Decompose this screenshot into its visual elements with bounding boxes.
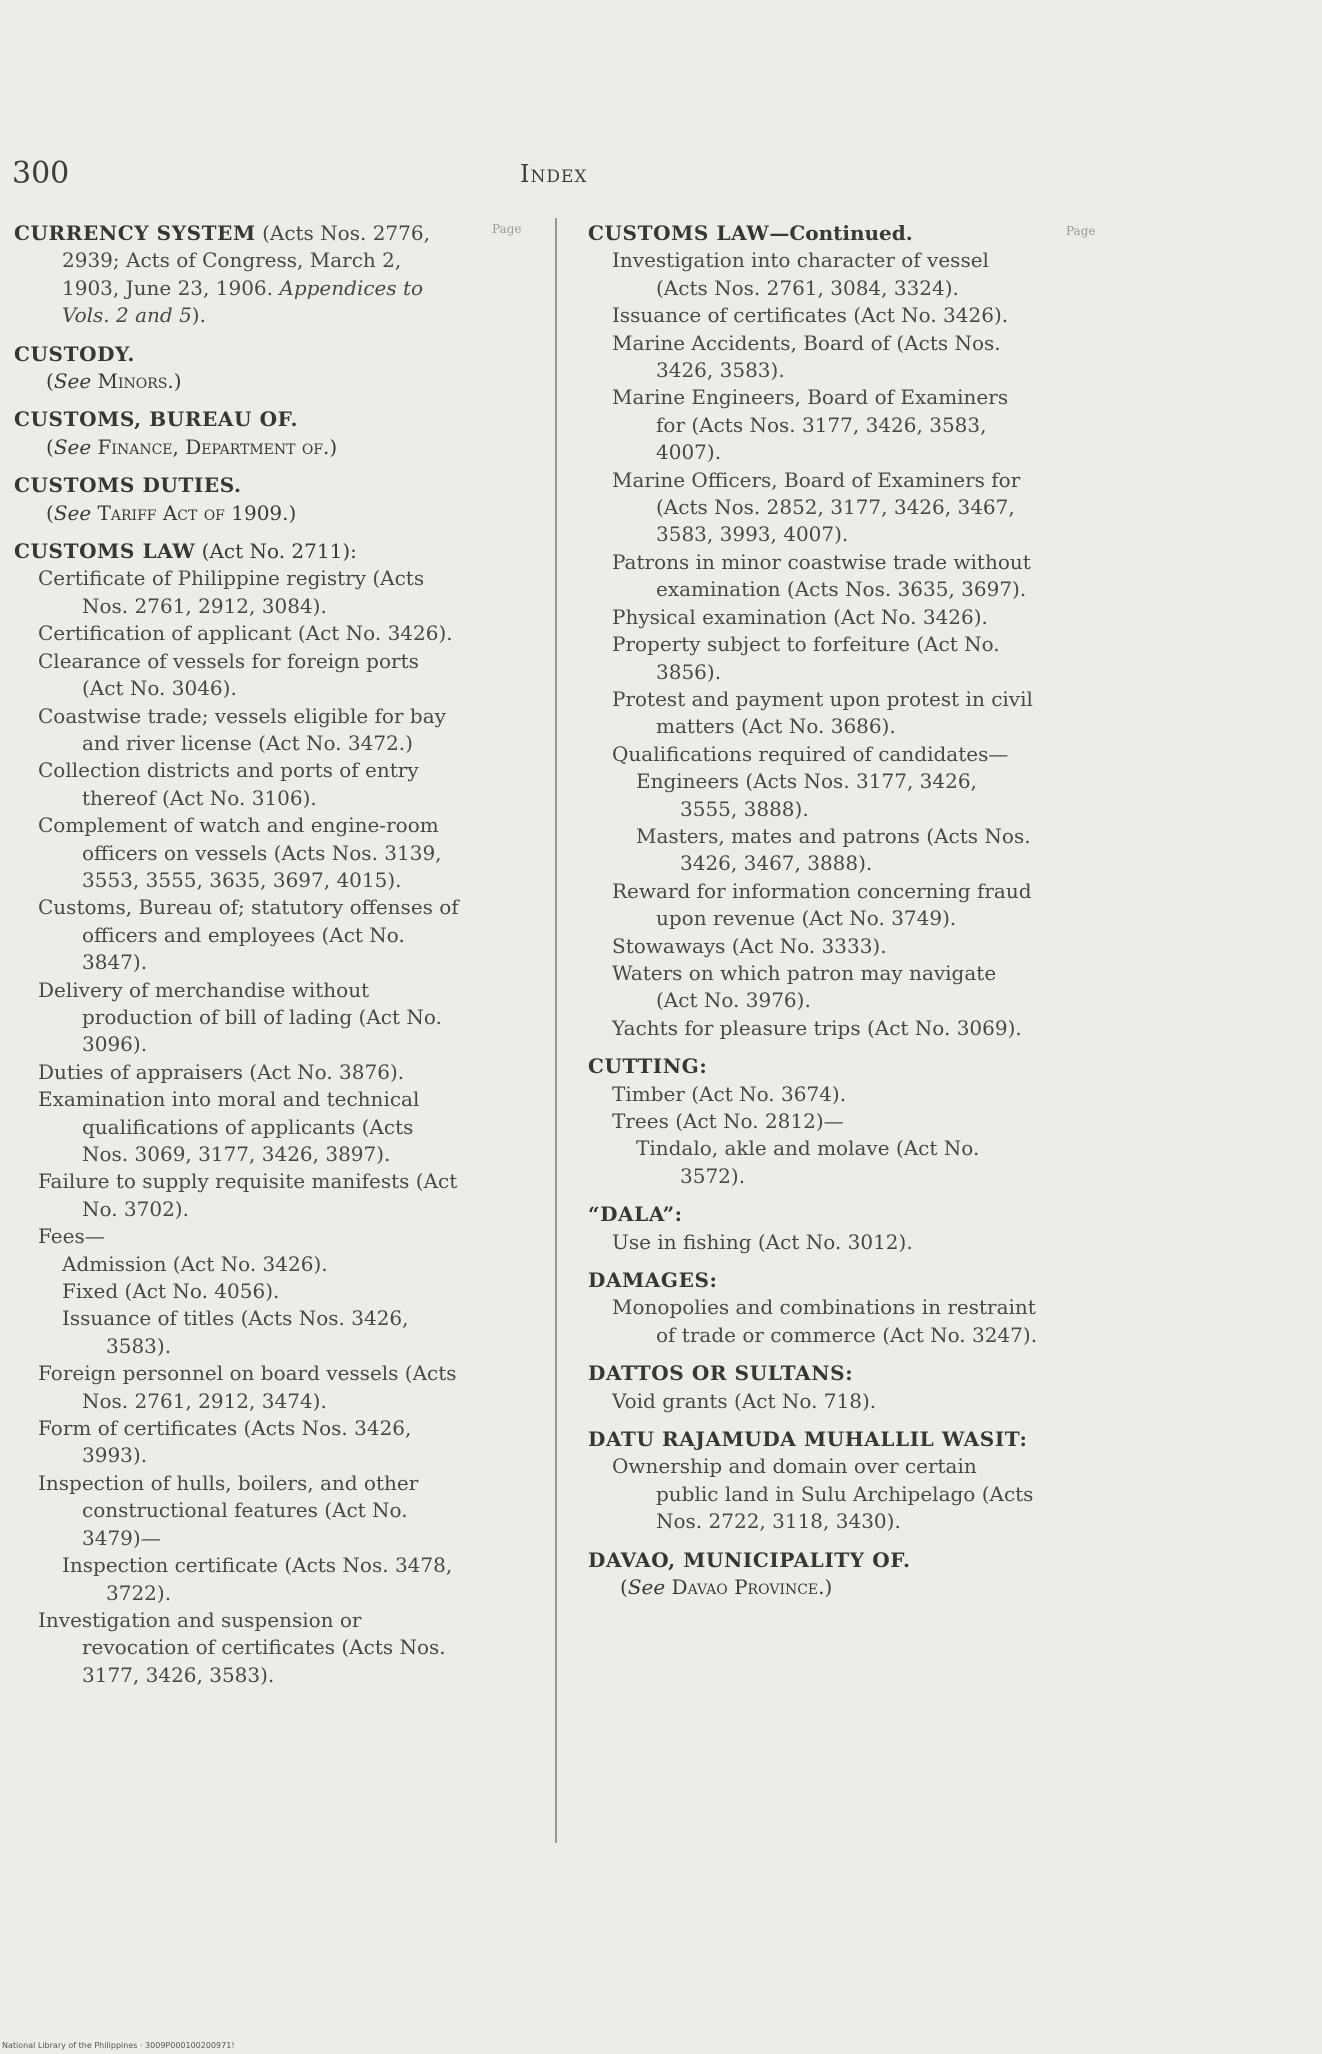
entry-customs-bureau [14,406,464,461]
list-item: Delivery of merchandise without production of bill of lading (Act No. 3096). [38,977,442,1057]
list-item: Certificate of Philippine registry (Acts Nos. 2761, 2912, 3084). [38,566,425,618]
entry-heading: CUSTOMS DUTIES. [14,473,242,498]
see-reference: (See Minors.) [46,369,182,394]
entry-heading: “DALA”: [588,1202,683,1227]
list-item: Admission (Act No. 3426). [62,1251,328,1276]
page-label-left: Page [492,222,522,236]
list-item: Ownership and domain over certain public land in Sulu Archipelago (Acts Nos. 2722, 3118, 3430). [612,1454,1034,1534]
list-item: Monopolies and combinations in restraint of trade or commerce (Act No. 3247). [612,1295,1038,1347]
list-item: Void grants (Act No. 718). [612,1388,877,1413]
entry-heading: CUTTING: [588,1054,708,1079]
entry-currency-system: CURRENCY SYSTEM (Acts Nos. 2776, 2939; Acts of Congress, March 2, 1903, June 23, 1906. Appendices to Vols. 2 and 5). [14,221,430,328]
entry-heading: DAMAGES: [588,1268,718,1293]
list-item: Certification of applicant (Act No. 3426). [38,621,453,646]
list-item: Marine Engineers, Board of Examiners for (Acts Nos. 3177, 3426, 3583, 4007). [612,385,1009,465]
list-item: Use in fishing (Act No. 3012). [612,1229,913,1254]
list-item: Reward for information concerning fraud upon revenue (Act No. 3749). [612,878,1032,931]
list-item: Inspection certificate (Acts Nos. 3478, 3722). [62,1553,453,1605]
list-item: Customs, Bureau of; statutory offenses of officers and employees (Act No. 3847). [38,895,459,975]
right-column [588,220,1038,1613]
see-reference: (See Davao Province.) [620,1575,833,1600]
list-item: Masters, mates and patrons (Acts Nos. 3426, 3467, 3888). [636,823,1031,876]
entry-davao [588,1547,1038,1602]
see-reference: (See Finance, Department of.) [46,434,338,459]
list-item: Timber (Act No. 3674). [612,1081,847,1106]
list-item: Stowaways (Act No. 3333). [612,933,887,958]
entry-datu-rajamuda [588,1426,1038,1536]
list-item: Complement of watch and engine-room officers on vessels (Acts Nos. 3139, 3553, 3555, 3635, 3697, 4015). [38,813,442,892]
entry-heading: DATU RAJAMUDA MUHALLIL WASIT: [588,1427,1028,1452]
list-item: Fixed (Act No. 4056). [62,1279,280,1304]
list-item: Investigation into character of vessel (Acts Nos. 2761, 3084, 3324). [612,248,989,300]
list-item: Form of certificates (Acts Nos. 3426, 3993). [38,1416,412,1468]
scan-footer: National Library of the Philippines · 3009P000100200971! [2,2041,235,2050]
entry-heading: CUSTODY. [14,341,135,366]
list-item: Failure to supply requisite manifests (Act No. 3702). [38,1169,458,1221]
entry-cutting [588,1053,1038,1190]
running-head: Index [520,160,588,188]
list-item: Marine Officers, Board of Examiners for (Acts Nos. 2852, 3177, 3426, 3467, 3583, 3993, 4007). [612,467,1021,547]
entry-heading: DAVAO, MUNICIPALITY OF. [588,1547,911,1572]
list-item: Duties of appraisers (Act No. 3876). [38,1059,405,1084]
list-item: Trees (Act No. 2812)— [612,1109,844,1133]
list-item: Property subject to forfeiture (Act No. 3856). [612,632,1000,684]
list-item: Waters on which patron may navigate (Act No. 3976). [612,960,997,1013]
list-item: Examination into moral and technical qualifications of applicants (Acts Nos. 3069, 3177, 3426, 3897). [38,1087,420,1166]
list-item: Foreign personnel on board vessels (Acts Nos. 2761, 2912, 3474). [38,1361,457,1413]
list-item: Investigation and suspension or revocation of certificates (Acts Nos. 3177, 3426, 3583). [38,1607,446,1687]
list-item: Issuance of titles (Acts Nos. 3426, 3583). [62,1306,409,1358]
column-divider [555,218,557,1843]
entry-heading: CUSTOMS LAW [14,539,196,564]
see-reference: (See Tariff Act of 1909.) [46,500,297,525]
entry-heading: DATTOS OR SULTANS: [588,1361,854,1386]
list-item: Physical examination (Act No. 3426). [612,604,988,629]
entry-dattos [588,1360,1038,1415]
list-item: Engineers (Acts Nos. 3177, 3426, 3555, 3888). [636,769,977,821]
list-item: Issuance of certificates (Act No. 3426). [612,303,1009,328]
entry-heading: CURRENCY SYSTEM [14,221,256,245]
list-item: Collection districts and ports of entry thereof (Act No. 3106). [38,758,419,810]
list-item: Inspection of hulls, boilers, and other constructional features (Act No. 3479)— [38,1470,419,1550]
list-item: Fees— [38,1224,105,1249]
entry-custody [14,341,464,396]
list-item: Coastwise trade; vessels eligible for bay and river license (Act No. 3472.) [38,703,446,755]
entry-customs-law: CUSTOMS LAW (Act No. 2711): Certificate of Philippine registry (Acts Nos. 2761, 2912, 3084). Certification of applicant (Act No. 3426). Clearance of vessels for foreign ports (Act No. 3046). Coastwise trade; vessels eligible for bay and river license (Act No. 3472.) Collection districts and ports of entry thereof (Act No. 3106). Complement of watch and engine-room officers on vessels (Acts Nos. 3139, 3553, 3555, 3635, 3697, 4015). Customs, Bureau of; statutory offenses of officers and employees (Act No. 3847). Delivery of merchandise without production of bill of lading (Act No. 3096). Duties of appraisers (Act No. 3876). Examination into moral and technical qualifications of applicants (Acts Nos. 3069, 3177, 3426, 3897). Failure to supply requisite manifests (Act No. 3702). Fees— Admission (Act No. 3426). Fixed (Act No. 4056). Issuance of titles (Acts Nos. 3426, 3583). Foreign personnel on board vessels (Acts Nos. 2761, 2912, 3474). Form of certificates (Acts Nos. 3426, 3993). Inspection of hulls, boilers, and other constructional features (Act No. 3479)— Inspection certificate (Acts Nos. 3478, 3722). Investigation and suspension or revocation of certificates (Acts Nos. 3177, 3426, 3583). [14,538,464,1689]
entry-customs-law-continued: CUSTOMS LAW—Continued. Investigation into character of vessel (Acts Nos. 2761, 3084, 3324). Issuance of certificates (Act No. 3426). Marine Accidents, Board of (Acts Nos. 3426, 3583). Marine Engineers, Board of Examiners for (Acts Nos. 3177, 3426, 3583, 4007). Marine Officers, Board of Examiners for (Acts Nos. 2852, 3177, 3426, 3467, 3583, 3993, 4007). Patrons in minor coastwise trade without examination (Acts Nos. 3635, 3697). Physical examination (Act No. 3426). Property subject to forfeiture (Act No. 3856). Protest and payment upon protest in civil matters (Act No. 3686). Qualifications required of candidates— Engineers (Acts Nos. 3177, 3426, 3555, 3888). Masters, mates and patrons (Acts Nos. 3426, 3467, 3888). Reward for information concerning fraud upon revenue (Act No. 3749). Stowaways (Act No. 3333). Waters on which patron may navigate (Act No. 3976). Yachts for pleasure trips (Act No. 3069). [588,220,1038,1042]
list-item: Clearance of vessels for foreign ports (Act No. 3046). [38,648,419,701]
entry-heading: CUSTOMS, BUREAU OF. [14,407,299,432]
page-number: 300 [12,156,70,191]
list-item: Yachts for pleasure trips (Act No. 3069). [612,1015,1022,1040]
entry-customs-duties [14,472,464,527]
list-item: Tindalo, akle and molave (Act No. 3572). [636,1136,980,1188]
list-item: Patrons in minor coastwise trade without examination (Acts Nos. 3635, 3697). [612,549,1031,602]
entry-damages [588,1267,1038,1349]
list-item: Qualifications required of candidates— [612,741,1009,766]
entry-heading: CUSTOMS LAW [588,221,770,245]
list-item: Protest and payment upon protest in civil matters (Act No. 3686). [612,686,1033,739]
left-column [14,220,464,1700]
entry-dala [588,1201,1038,1256]
list-item: Marine Accidents, Board of (Acts Nos. 3426, 3583). [612,330,1001,383]
page-label-right: Page [1066,224,1096,238]
